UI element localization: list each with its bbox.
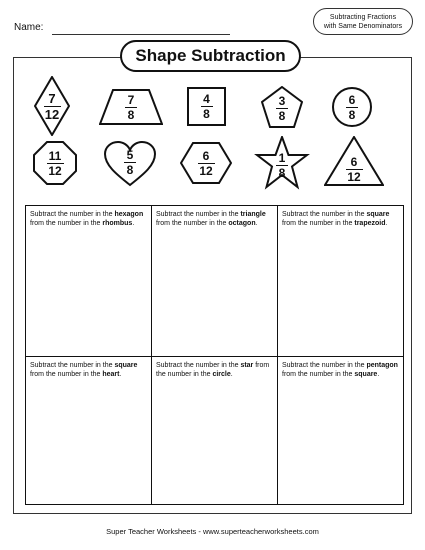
shape-keyword: heart — [102, 371, 120, 378]
fraction-denominator: 8 — [348, 107, 356, 122]
problem-cell-1[interactable] — [26, 206, 151, 356]
problem-cell-6[interactable] — [278, 357, 403, 504]
star-shape — [254, 136, 310, 190]
fraction-numerator: 7 — [127, 92, 135, 107]
octagon-shape — [33, 141, 77, 185]
name-line[interactable] — [52, 34, 230, 35]
shape-keyword: square — [366, 211, 390, 218]
fraction-denominator: 12 — [44, 106, 60, 122]
fraction-numerator: 6 — [202, 148, 210, 163]
fraction-denominator: 8 — [127, 107, 135, 122]
problem-cell-4[interactable] — [26, 357, 151, 504]
fraction-numerator: 6 — [348, 92, 356, 107]
name-label: Name: — [14, 22, 44, 33]
shape-keyword: octagon — [228, 220, 256, 227]
heart-shape — [104, 141, 156, 187]
topic-line-1: Subtracting Fractions — [329, 13, 397, 21]
fraction-denominator: 12 — [48, 163, 62, 178]
fraction-numerator: 11 — [48, 148, 62, 163]
problem-text: from the number in the — [156, 362, 270, 378]
problem-text: . — [119, 371, 122, 378]
problem-text: from the number in the — [282, 220, 355, 227]
fraction-numerator: 4 — [203, 92, 210, 106]
problem-text: Subtract the number in the — [282, 211, 367, 218]
problem-text: . — [132, 220, 135, 227]
problem-text: Subtract the number in the — [30, 362, 115, 369]
fraction-numerator: 6 — [350, 154, 358, 169]
fraction-numerator: 5 — [126, 148, 134, 162]
problem-text: . — [377, 371, 380, 378]
problem-text: . — [230, 371, 233, 378]
fraction-denominator: 12 — [347, 169, 361, 184]
shape-keyword: circle — [212, 371, 231, 378]
problem-text: from the number in the — [282, 371, 355, 378]
topic-badge — [313, 8, 413, 35]
hexagon-shape — [180, 142, 232, 184]
fraction-denominator: 8 — [126, 163, 134, 177]
problem-text: from the number in the — [156, 220, 229, 227]
problem-text: Subtract the number in the — [156, 362, 241, 369]
fraction-denominator: 8 — [203, 107, 210, 121]
triangle-shape — [324, 136, 384, 186]
square-shape — [187, 87, 226, 126]
fraction-numerator: 7 — [48, 90, 56, 106]
problem-text: from the number in the — [30, 371, 103, 378]
fraction-numerator: 3 — [278, 94, 286, 108]
fraction-denominator: 12 — [199, 163, 213, 178]
rhombus-shape — [34, 76, 70, 136]
pentagon-shape — [261, 86, 303, 128]
shape-keyword: rhombus — [102, 220, 133, 227]
problem-grid — [25, 205, 404, 505]
shape-keyword: pentagon — [366, 362, 398, 369]
problem-text: Subtract the number in the — [30, 211, 115, 218]
fraction-numerator: 1 — [278, 150, 286, 165]
shape-keyword: trapezoid — [354, 220, 386, 227]
problem-text: Subtract the number in the — [156, 211, 241, 218]
problem-cell-3[interactable] — [278, 206, 403, 356]
topic-line-2: with Same Denominators — [323, 22, 403, 30]
fraction-denominator: 8 — [278, 109, 286, 123]
problem-text: . — [255, 220, 258, 227]
problem-text: Subtract the number in the — [282, 362, 367, 369]
worksheet-title: Shape Subtraction — [120, 40, 301, 72]
problem-cell-2[interactable] — [152, 206, 277, 356]
shape-keyword: square — [354, 371, 378, 378]
shape-keyword: triangle — [240, 211, 266, 218]
problem-text: . — [385, 220, 388, 227]
fraction-denominator: 8 — [278, 165, 286, 180]
problem-cell-5[interactable] — [152, 357, 277, 504]
problem-text: from the number in the — [30, 220, 103, 227]
trapezoid-shape — [99, 89, 163, 125]
circle-shape — [332, 87, 372, 127]
shape-keyword: square — [114, 362, 138, 369]
footer-credit: Super Teacher Worksheets - www.superteacherworksheets.com — [106, 527, 319, 536]
shape-keyword: star — [240, 362, 254, 369]
shape-keyword: hexagon — [114, 211, 144, 218]
